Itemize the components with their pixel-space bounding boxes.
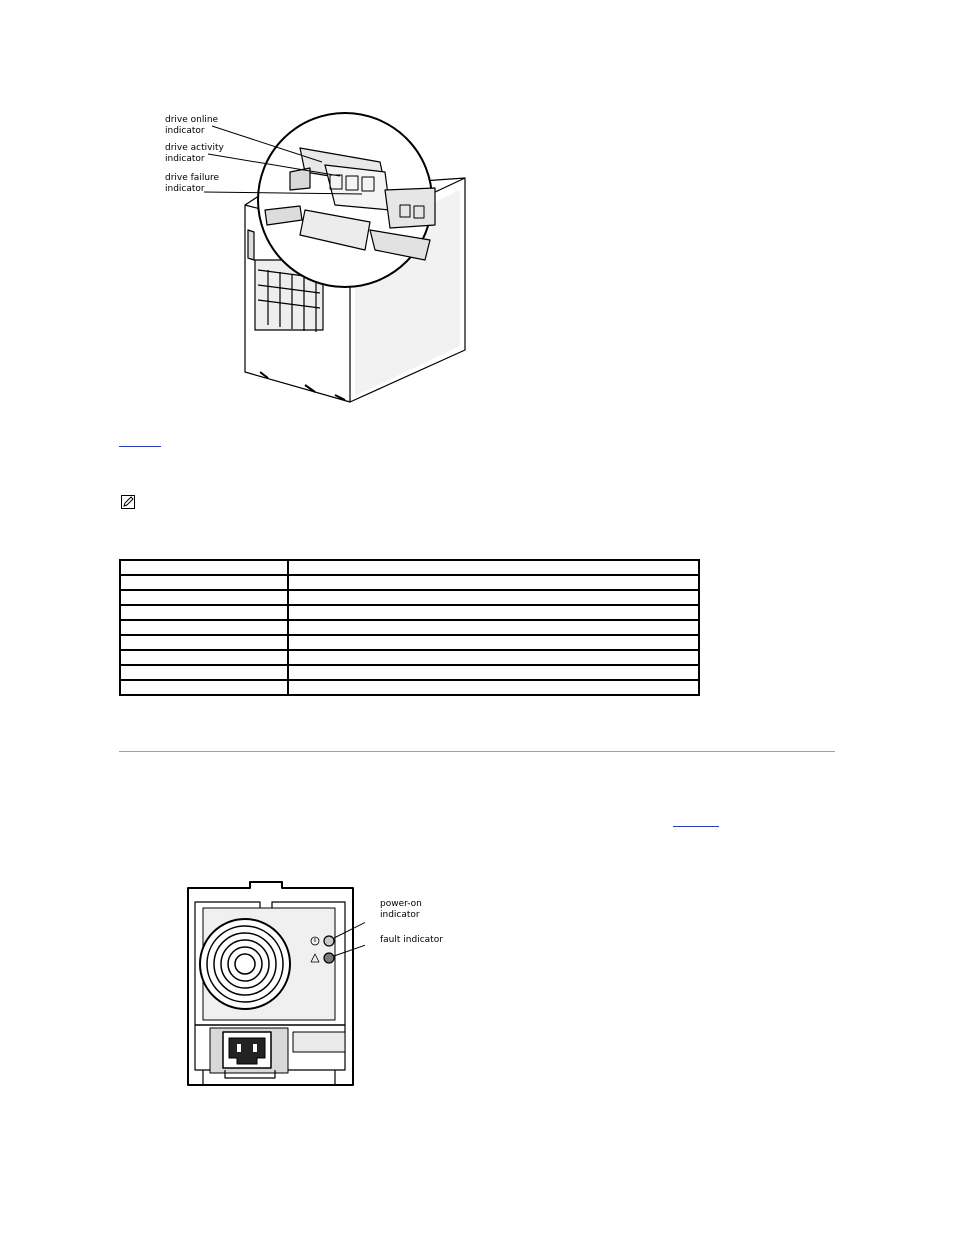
- table-cell: [120, 560, 288, 575]
- table-cell: [120, 650, 288, 665]
- table-cell: [288, 575, 699, 590]
- table-row: [120, 590, 699, 605]
- table-cell: [120, 680, 288, 695]
- note-pencil-icon: [121, 495, 135, 509]
- table-row: [120, 560, 699, 575]
- table-row: [120, 665, 699, 680]
- section-divider: [119, 751, 835, 752]
- callout-drive-activity: drive activity indicator: [165, 143, 224, 164]
- table-cell: [120, 635, 288, 650]
- table-row: [120, 575, 699, 590]
- table-cell: [120, 665, 288, 680]
- table-row: [120, 635, 699, 650]
- table-row: [120, 620, 699, 635]
- table-cell: [120, 590, 288, 605]
- callout-drive-failure: drive failure indicator: [165, 173, 220, 194]
- table-cell: [288, 650, 699, 665]
- indicator-table: [119, 559, 700, 696]
- callout-fault: fault indicator: [380, 935, 443, 945]
- table-cell: [288, 620, 699, 635]
- callout-drive-online: drive online indicator: [165, 115, 219, 136]
- table-cell: [288, 665, 699, 680]
- callout-power-on: power-on indicator: [380, 899, 422, 920]
- table-cell: [288, 680, 699, 695]
- table-row: [120, 605, 699, 620]
- table-cell: [288, 635, 699, 650]
- figure-link[interactable]: [119, 436, 161, 447]
- table-cell: [120, 575, 288, 590]
- table-cell: [288, 560, 699, 575]
- table-cell: [288, 590, 699, 605]
- table-row: [120, 680, 699, 695]
- table-cell: [120, 605, 288, 620]
- power-supply-illustration: [185, 880, 365, 1090]
- figure-link-2[interactable]: [673, 816, 719, 827]
- table-row: [120, 650, 699, 665]
- table-cell: [288, 605, 699, 620]
- table-cell: [120, 620, 288, 635]
